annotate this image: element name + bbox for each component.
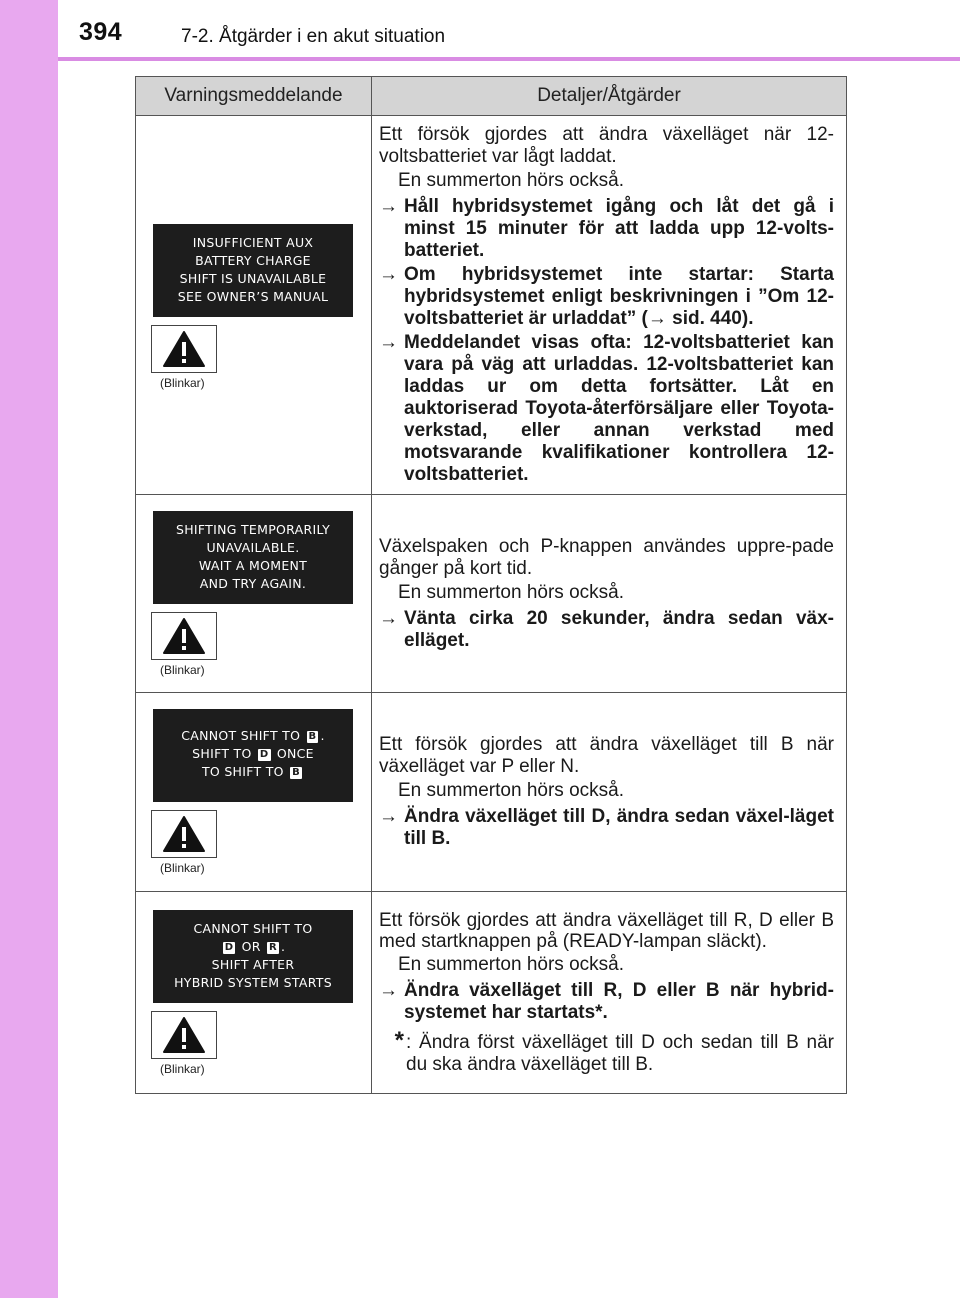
blink-label: (Blinkar)	[160, 376, 205, 390]
section-title: 7-2. Åtgärder i en akut situation	[181, 26, 446, 47]
description: Ett försök gjordes att ändra växelläget när 12-voltsbatteriet var lågt laddat.	[379, 124, 834, 167]
arrow-icon: →	[379, 607, 398, 629]
gear-b-icon: B	[308, 731, 317, 742]
warning-cell	[136, 495, 372, 693]
display-message-screen	[153, 224, 353, 317]
screen-line: BATTERY CHARGE	[195, 253, 311, 268]
warning-triangle-icon	[162, 815, 206, 853]
warning-triangle-icon	[162, 617, 206, 655]
warning-cell	[136, 693, 372, 892]
warning-triangle-icon	[162, 1016, 206, 1054]
column-header-details: Detaljer/Åtgärder	[372, 77, 847, 116]
table-row	[136, 693, 847, 892]
action-item: → Vänta cirka 20 sekunder, ändra sedan väx-elläget.	[379, 607, 834, 651]
master-warning-icon-box	[151, 810, 217, 858]
master-warning-icon-box	[151, 1011, 217, 1059]
action-item: → Ändra växelläget till R, D eller B när hybrid-systemet har startats*.	[379, 979, 834, 1023]
screen-line: D OR R .	[224, 938, 286, 954]
warning-cell	[136, 892, 372, 1094]
arrow-icon: →	[379, 264, 398, 285]
display-message-screen	[153, 910, 353, 1003]
screen-line: WAIT A MOMENT	[198, 557, 308, 573]
buzzer-note: En summerton hörs också.	[398, 581, 624, 603]
chapter-tab-sidebar	[0, 0, 58, 1298]
display-message-screen	[153, 511, 353, 604]
buzzer-note: En summerton hörs också.	[398, 953, 624, 975]
description: Ett försök gjordes att ändra växelläget till B när växelläget var P eller N.	[379, 734, 834, 777]
table-row	[136, 892, 847, 1094]
table-row	[136, 495, 847, 693]
warning-triangle-icon	[162, 330, 206, 368]
gear-b-icon: B	[292, 767, 301, 778]
header-divider	[58, 57, 960, 61]
blink-label: (Blinkar)	[160, 1061, 205, 1076]
gear-d-icon: D	[224, 941, 234, 953]
details-cell	[372, 693, 847, 892]
description: Växelspaken och P-knappen användes uppre-pade gånger på kort tid.	[379, 535, 834, 579]
action-item: → Meddelandet visas ofta: 12-voltsbatteriet kan vara på väg att urladdas. 12-voltsbatteriet kan laddas ur om detta fortsätter. Låt en auktoriserad Toyota-återförsäljare eller Toyota-verkstad, eller annan verkstad med motsvarande kvalifikationer kontrollera 12-voltsbatteriet.	[379, 332, 834, 485]
details-cell	[372, 116, 847, 495]
footnote: * : Ändra först växelläget till D och sedan till B när du ska ändra växelläget till B.	[379, 1032, 834, 1076]
buzzer-note: En summerton hörs också.	[398, 170, 624, 191]
screen-line: CANNOT SHIFT TO B .	[181, 728, 325, 743]
action-item: → Om hybridsystemet inte startar: Starta hybridsystemet enligt beskrivningen i ”Om 12-voltsbatteriet är urladdat” (→ sid. 440).	[379, 264, 834, 329]
arrow-icon: →	[379, 196, 398, 217]
screen-line: INSUFFICIENT AUX	[192, 235, 314, 250]
warning-cell	[136, 116, 372, 495]
display-message-screen	[153, 709, 353, 802]
screen-line: SHIFT AFTER	[211, 956, 295, 972]
gear-d-icon: D	[259, 749, 269, 760]
screen-line: AND TRY AGAIN.	[199, 575, 307, 591]
screen-line: SHIFT IS UNAVAILABLE	[179, 271, 327, 286]
blink-label: (Blinkar)	[160, 662, 205, 677]
action-item: → Ändra växelläget till D, ändra sedan växel-läget till B.	[379, 806, 834, 849]
table-header-row	[136, 77, 847, 116]
gear-r-icon: R	[269, 941, 278, 953]
column-header-warning: Varningsmeddelande	[136, 77, 372, 116]
arrow-icon: →	[379, 806, 398, 827]
blink-label: (Blinkar)	[160, 861, 205, 875]
screen-line: CANNOT SHIFT TO	[193, 920, 313, 936]
page-number: 394	[79, 18, 123, 46]
arrow-icon: →	[379, 332, 398, 353]
screen-line: HYBRID SYSTEM STARTS	[174, 974, 332, 990]
screen-line: SHIFT TO D ONCE	[192, 746, 314, 761]
details-cell	[372, 892, 847, 1094]
asterisk-marker: *	[394, 1026, 404, 1054]
warning-message-table	[135, 76, 847, 1094]
buzzer-note: En summerton hörs också.	[398, 780, 624, 801]
screen-line: SEE OWNER’S MANUAL	[177, 289, 329, 304]
details-cell	[372, 495, 847, 693]
screen-line: SHIFTING TEMPORARILY	[175, 521, 331, 537]
screen-line: TO SHIFT TO B	[201, 764, 301, 779]
master-warning-icon-box	[151, 612, 217, 660]
action-item: → Håll hybridsystemet igång och låt det gå i minst 15 minuter för att ladda upp 12-volts-batteriet.	[379, 196, 834, 261]
table-row	[136, 116, 847, 495]
screen-line: UNAVAILABLE.	[206, 539, 300, 555]
arrow-icon: →	[379, 979, 398, 1001]
description: Ett försök gjordes att ändra växelläget till R, D eller B med startknappen på (READY-lampan släckt).	[379, 909, 834, 952]
master-warning-icon-box	[151, 325, 217, 373]
